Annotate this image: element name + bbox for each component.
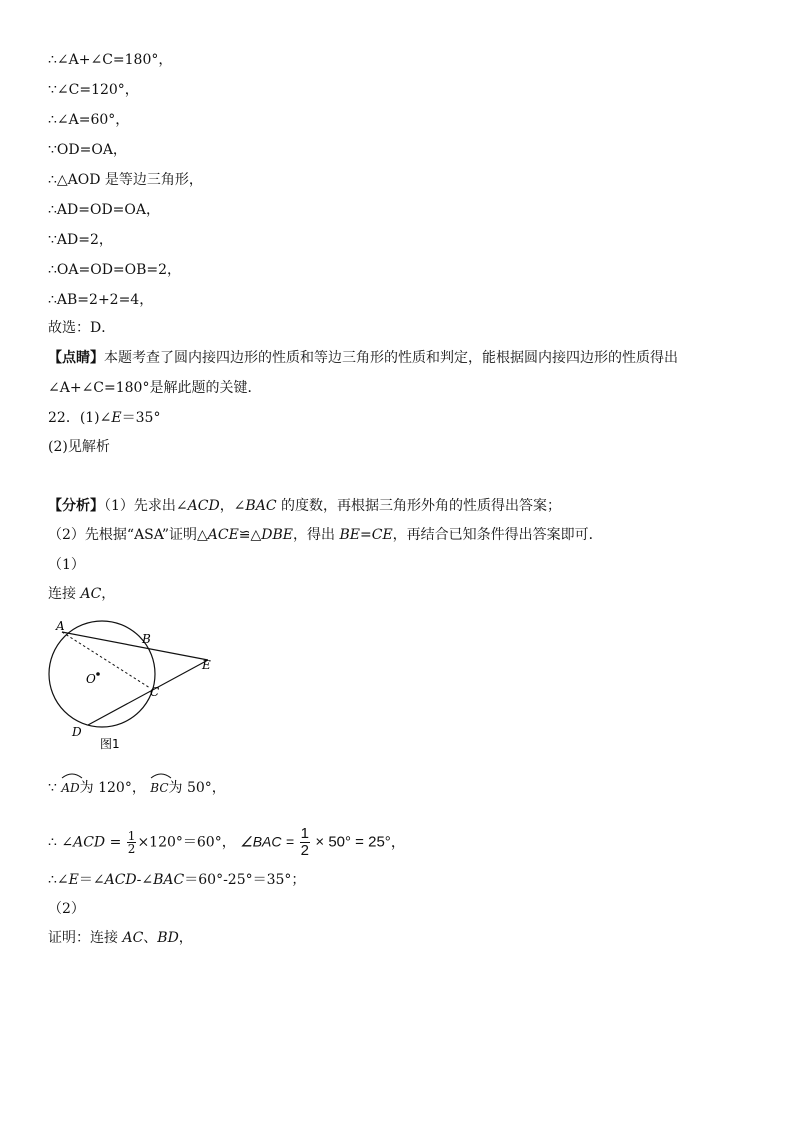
proof-line-6: ∴AD=OD=OA， (48, 202, 160, 218)
analysis-line-2: （2）先根据“ASA”证明△ACE≌△DBE，得出 BE=CE，再结合已知条件得出答案即可． (48, 527, 603, 543)
proof-line-1: ∴∠A+∠C=180°， (48, 52, 173, 68)
proof-2-line: 证明：连接 AC、BD， (48, 930, 193, 946)
angle-bac: ∠BAC (240, 833, 282, 850)
part-1-label: （1） (48, 557, 85, 573)
comment-tag: 【点睛】 (48, 350, 104, 366)
proof-line-2: ∵∠C=120°， (48, 82, 139, 98)
figure-caption: 图1 (100, 737, 120, 751)
proof-line-3: ∴∠A=60°， (48, 112, 130, 128)
circle-figure (44, 616, 224, 754)
comment-line-2: ∠A+∠C=180°是解此题的关键． (48, 380, 262, 396)
result-line: ∴∠E＝∠ACD-∠BAC＝60°-25°＝35°； (48, 872, 306, 888)
arc-bc: BC (150, 778, 168, 798)
arcs-line (48, 778, 226, 798)
label-c: C (150, 685, 160, 699)
connect-line: 连接 AC， (48, 586, 116, 602)
circle-o (49, 621, 155, 727)
arc-bc-value: 为 50°， (168, 780, 226, 796)
center-dot (96, 672, 100, 676)
comment-line-1 (48, 348, 678, 368)
arc-ad: AD (61, 778, 79, 798)
proof-line-8: ∴OA=OD=OB=2， (48, 262, 182, 278)
comment-text: 本题考查了圆内接四边形的性质和等边三角形的性质和判定，能根据圆内接四边形的性质得出 (104, 350, 678, 366)
label-d: D (72, 725, 82, 739)
label-a: A (56, 619, 65, 633)
therefore-symbol: ∴ (48, 834, 57, 851)
arc-bc-mark (150, 771, 172, 779)
arc-ad-mark (61, 771, 83, 779)
proof-line-7: ∵AD=2， (48, 232, 113, 248)
angle-acd: ∠ACD (61, 834, 106, 851)
q22-tail: ＝35° (121, 410, 161, 426)
fraction-half-2: $\frac{1}{2}$ (300, 825, 309, 859)
q22-head: 22．(1)∠ (48, 410, 112, 426)
proof-line-4: ∵OD=OA， (48, 142, 127, 158)
proof-line-9: ∴AB=2+2=4， (48, 292, 154, 308)
q22-answer-2: (2)见解析 (48, 439, 110, 455)
fraction-half: $\frac{1}{2}$ (127, 829, 136, 856)
because-symbol: ∵ (48, 780, 57, 796)
q22-var: E (111, 410, 122, 426)
segment-de (88, 660, 208, 725)
answer-choice: 故选：D． (48, 320, 116, 336)
q22-answer-1 (48, 408, 160, 428)
label-b: B (142, 632, 151, 646)
label-e: E (202, 658, 211, 672)
arc-ad-value: 为 120°， (79, 780, 146, 796)
calc-line: ∴ ∠ACD = $\frac{1}{2}$ ×120°＝60°， ∠BAC = $\frac{1}{2}$ × 50° = 25°， (48, 825, 406, 859)
analysis-line-1: 【分析】（1）先求出∠ACD，∠BAC 的度数，再根据三角形外角的性质得出答案； (48, 498, 561, 514)
part-2-label: （2） (48, 901, 85, 917)
analysis-tag: 【分析】 (48, 498, 104, 514)
proof-line-5: ∴△AOD 是等边三角形， (48, 172, 203, 188)
label-o: O (86, 672, 96, 686)
